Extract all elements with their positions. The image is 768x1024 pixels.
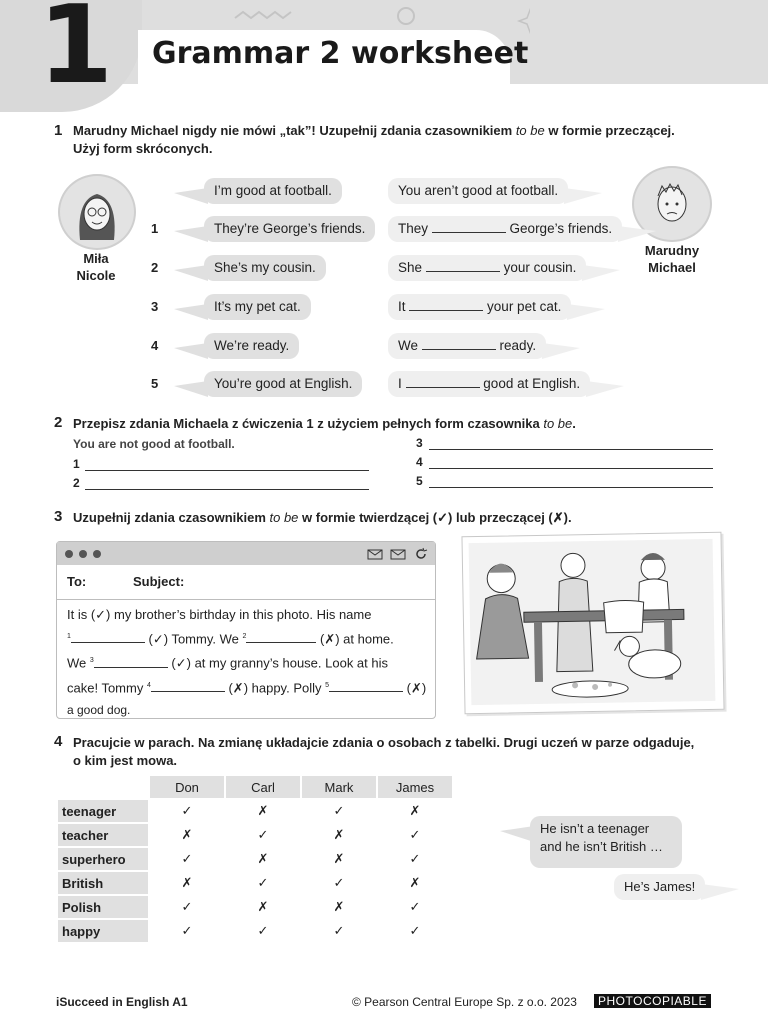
birthday-photo: [461, 532, 724, 715]
mark-cell: ✗: [150, 872, 224, 894]
reply-icon: [368, 550, 382, 559]
answer-line[interactable]: [85, 456, 369, 471]
decoration-doodles-icon: [230, 4, 530, 34]
mark-cell: ✗: [226, 848, 300, 870]
mark-cell: ✗: [378, 800, 452, 822]
mark-cell: ✗: [226, 800, 300, 822]
answer-blank[interactable]: [246, 628, 316, 643]
line-number: 3: [416, 436, 423, 450]
answer-line[interactable]: [429, 435, 713, 450]
line-number: 2: [73, 476, 80, 490]
mark-cell: ✓: [226, 824, 300, 846]
row-label: Polish: [58, 896, 148, 918]
window-dot-icon: [65, 550, 73, 558]
michael-caption: Marudny Michael: [644, 243, 700, 275]
answer-blank[interactable]: [71, 628, 145, 643]
mark-cell: ✓: [378, 824, 452, 846]
row-label: British: [58, 872, 148, 894]
answer-line[interactable]: [85, 475, 369, 490]
exercise-4-instruction: Pracujcie w parach. Na zmianę układajcie zdania o osobach z tabelki. Drugi uczeń w parze odgaduje, o kim jest mowa.: [73, 735, 695, 768]
row-label: teacher: [58, 824, 148, 846]
mark-cell: ✗: [302, 824, 376, 846]
email-line: a good dog.: [67, 702, 131, 717]
answer-blank[interactable]: [409, 296, 483, 311]
mark-cell: ✗: [226, 896, 300, 918]
column-header: Carl: [226, 776, 300, 798]
refresh-icon: [417, 548, 427, 558]
table-header-row: [58, 776, 452, 798]
column-header: James: [378, 776, 452, 798]
unit-number: 1: [38, 0, 114, 108]
exercise-1-instruction: Marudny Michael nigdy nie mówi „tak”! Uzupełnij zdania czasownikiem to be w formie przeczącej. Użyj form skróconych.: [73, 123, 675, 156]
answer-blank[interactable]: [426, 257, 500, 272]
email-line: We $^3$ (✓) at my granny’s house. Look at his: [67, 650, 429, 674]
row-number: 3: [151, 299, 159, 314]
mark-cell: ✓: [378, 848, 452, 870]
mark-cell: ✗: [150, 824, 224, 846]
email-divider: [57, 599, 435, 600]
line-number: 4: [416, 455, 423, 469]
line-number: 5: [416, 474, 423, 488]
row-number: 5: [151, 376, 159, 391]
photocopiable-badge: PHOTOCOPIABLE: [594, 994, 711, 1008]
mark-cell: ✗: [302, 848, 376, 870]
mark-cell: ✓: [150, 896, 224, 918]
email-line: cake! Tommy $^4$ (✗) happy. Polly $^5$ (✗): [67, 675, 429, 699]
row-number: 1: [151, 221, 159, 236]
table-row: [58, 920, 452, 942]
mark-cell: ✓: [378, 920, 452, 942]
table-row: [58, 824, 452, 846]
nicole-example-bubble: I’m good at football.: [204, 178, 342, 204]
email-subject-label: Subject:: [133, 574, 185, 589]
mark-cell: ✓: [302, 800, 376, 822]
people-table: [56, 774, 454, 944]
family-at-table-illustration: [462, 533, 721, 711]
speech-bubble-hint: He isn’t a teenager and he isn’t British …: [530, 816, 682, 868]
nicole-bubble: They’re George’s friends.: [204, 216, 375, 242]
email-body: [67, 604, 429, 721]
nicole-bubble: We’re ready.: [204, 333, 299, 359]
mark-cell: ✓: [150, 920, 224, 942]
michael-bubble: They George’s friends.: [388, 216, 622, 242]
table-row: [58, 896, 452, 918]
michael-example-bubble: You aren’t good at football.: [388, 178, 568, 204]
page-title: Grammar 2 worksheet: [152, 36, 529, 71]
email-to-label: To:: [67, 574, 87, 589]
mark-cell: ✓: [226, 920, 300, 942]
michael-bubble: It your pet cat.: [388, 294, 571, 320]
exercise-2-instruction: Przepisz zdania Michaela z ćwiczenia 1 z użyciem pełnych form czasownika to be.: [73, 416, 576, 431]
exercise-1-number: 1: [54, 122, 63, 139]
nicole-bubble: You’re good at English.: [204, 371, 362, 397]
answer-blank[interactable]: [406, 373, 480, 388]
window-dot-icon: [93, 550, 101, 558]
footer-copyright: © Pearson Central Europe Sp. z o.o. 2023: [352, 995, 577, 1009]
exercise-2-example: You are not good at football.: [73, 437, 235, 451]
mark-cell: ✓: [226, 872, 300, 894]
table-row: [58, 872, 452, 894]
answer-line[interactable]: [429, 454, 713, 469]
exercise-3-instruction: Uzupełnij zdania czasownikiem to be w formie twierdzącej (✓) lub przeczącej (✗).: [73, 510, 572, 525]
answer-line[interactable]: [429, 473, 713, 488]
email-line: $^1$ (✓) Tommy. We $^2$ (✗) at home.: [67, 626, 429, 650]
michael-bubble: She your cousin.: [388, 255, 586, 281]
speech-bubble-answer: He’s James!: [614, 874, 705, 900]
row-number: 2: [151, 260, 159, 275]
mark-cell: ✓: [378, 896, 452, 918]
mark-cell: ✓: [150, 800, 224, 822]
column-header: Don: [150, 776, 224, 798]
mark-cell: ✗: [378, 872, 452, 894]
michael-bubble: I good at English.: [388, 371, 590, 397]
nicole-bubble: It’s my pet cat.: [204, 294, 311, 320]
footer-book-title: iSucceed in English A1: [56, 995, 188, 1009]
mark-cell: ✗: [302, 896, 376, 918]
exercise-2-number: 2: [54, 414, 63, 431]
email-window: [56, 541, 436, 719]
mark-cell: ✓: [302, 872, 376, 894]
exercise-4-number: 4: [54, 733, 63, 750]
answer-blank[interactable]: [329, 677, 403, 692]
row-label: teenager: [58, 800, 148, 822]
row-label: happy: [58, 920, 148, 942]
michael-bubble: We ready.: [388, 333, 546, 359]
nicole-avatar: [58, 174, 136, 250]
column-header: Mark: [302, 776, 376, 798]
answer-blank[interactable]: [422, 335, 496, 350]
mark-cell: ✓: [302, 920, 376, 942]
window-dot-icon: [79, 550, 87, 558]
nicole-caption: Miła Nicole: [76, 251, 116, 283]
mark-cell: ✓: [150, 848, 224, 870]
table-row: [58, 848, 452, 870]
table-row: [58, 800, 452, 822]
table-corner: [58, 776, 148, 798]
forward-icon: [391, 550, 405, 559]
answer-blank[interactable]: [432, 218, 506, 233]
email-toolbar-icons: [367, 547, 429, 561]
line-number: 1: [73, 457, 80, 471]
row-number: 4: [151, 338, 159, 353]
answer-blank[interactable]: [94, 653, 168, 668]
nicole-bubble: She’s my cousin.: [204, 255, 326, 281]
row-label: superhero: [58, 848, 148, 870]
email-line: It is (✓) my brother’s birthday in this photo. His name: [67, 607, 372, 622]
answer-blank[interactable]: [151, 677, 225, 692]
exercise-3-number: 3: [54, 508, 63, 525]
girl-face-icon: [60, 176, 134, 248]
